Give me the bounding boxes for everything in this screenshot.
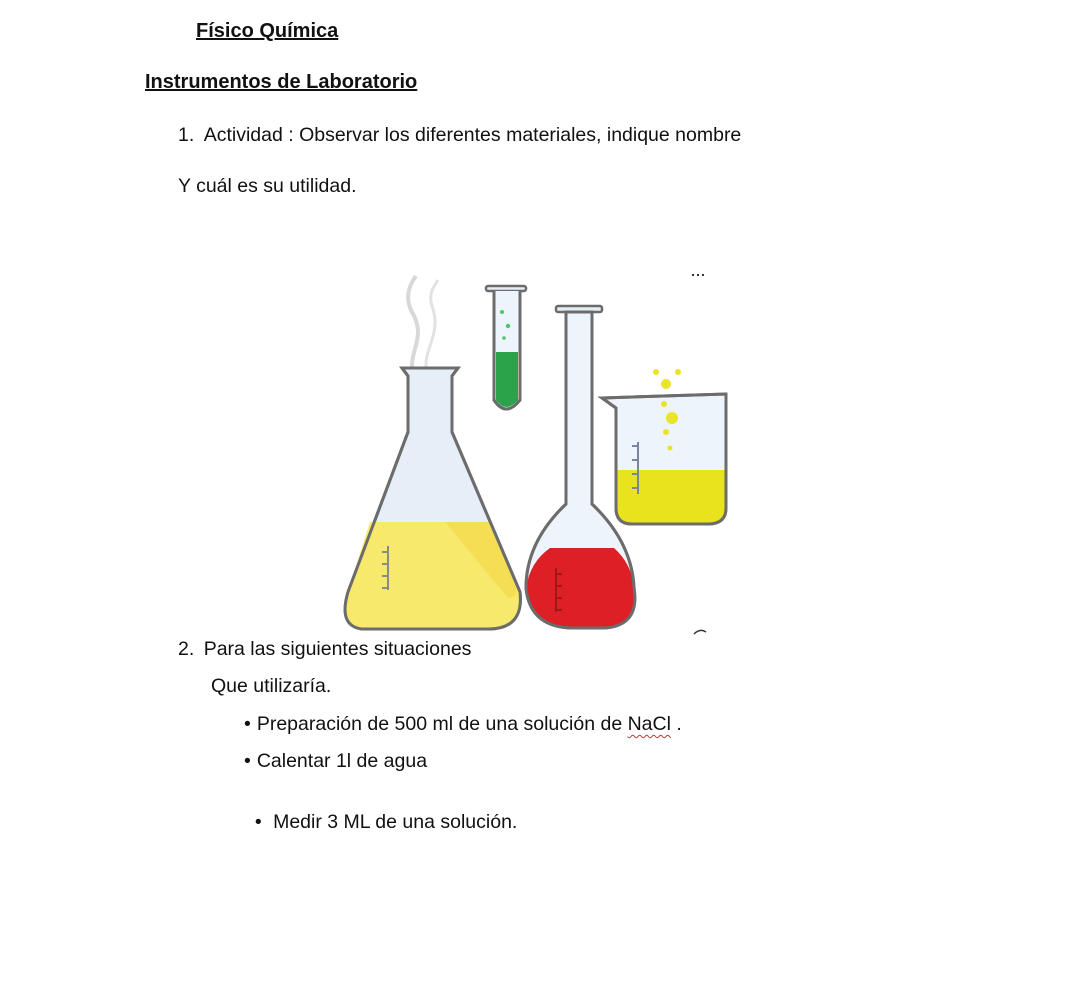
activity-1-number: 1. xyxy=(178,124,195,146)
steam-icon xyxy=(408,276,418,382)
activity-2-continuation: Que utilizaría. xyxy=(211,675,332,697)
beaker-liquid xyxy=(617,470,726,524)
rotate-handle-icon xyxy=(694,630,706,634)
test-tube-liquid xyxy=(496,352,518,407)
volumetric-flask-liquid xyxy=(526,548,635,628)
bullet-item xyxy=(244,788,517,834)
bullet-text: Calentar 1l de agua xyxy=(256,750,428,772)
activity-2 xyxy=(178,638,471,661)
erlenmeyer-flask-icon xyxy=(345,368,520,629)
bullet-marker: • xyxy=(254,811,262,833)
bullet-text: Preparación de 500 ml de una solución de xyxy=(256,713,628,735)
activity-1 xyxy=(178,124,741,147)
bullet-marker: • xyxy=(244,750,251,772)
activity-2-number: 2. xyxy=(178,638,195,660)
bullet-marker: • xyxy=(244,713,251,735)
lab-glassware-illustration xyxy=(340,272,732,636)
activity-1-text: Actividad : Observar los diferentes materiales, indique nombre xyxy=(203,124,742,146)
bullet-item xyxy=(244,713,682,736)
activity-1-continuation: Y cuál es su utilidad. xyxy=(178,175,357,197)
bullet-text: Medir 3 ML de una solución. xyxy=(267,811,518,833)
test-tube-icon xyxy=(486,286,526,409)
bullet-text-end: . xyxy=(670,713,682,735)
beaker-icon xyxy=(602,369,726,524)
spellcheck-flagged-word[interactable]: NaCl xyxy=(627,713,671,735)
subject-title: Físico Química xyxy=(196,20,339,42)
section-title: Instrumentos de Laboratorio xyxy=(145,71,418,93)
bullet-item xyxy=(244,750,427,773)
activity-2-text: Para las siguientes situaciones xyxy=(203,638,472,660)
